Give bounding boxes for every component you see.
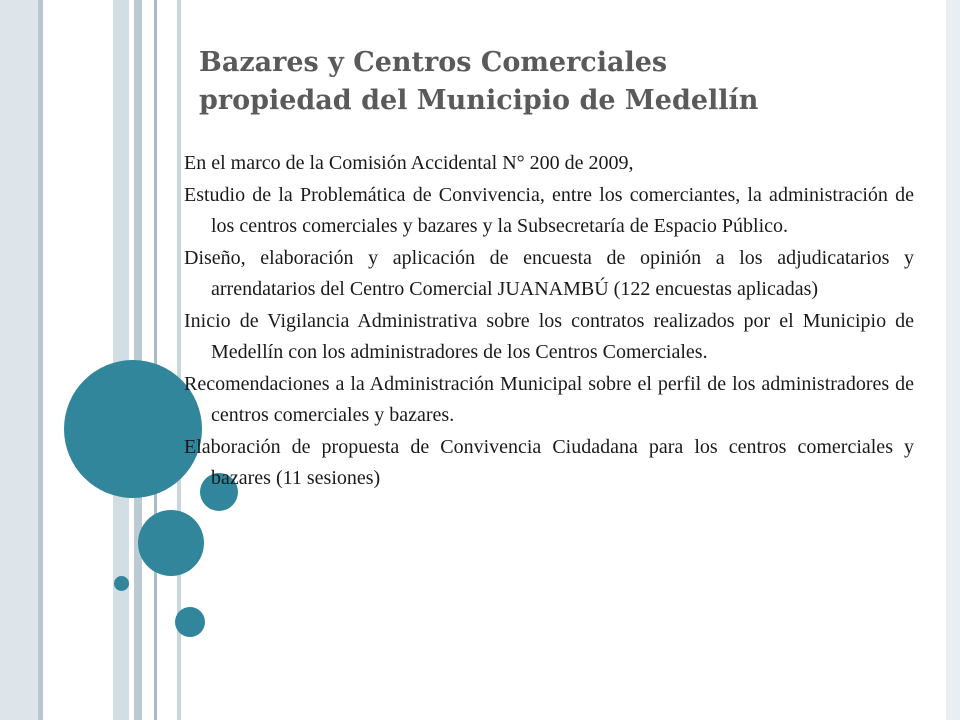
right-edge-stripe bbox=[946, 0, 960, 720]
slide-title bbox=[199, 44, 939, 120]
bullet-item: Recomendaciones a la Administración Municipal sobre el perfil de los administradores de centros comerciales y bazares. bbox=[184, 373, 914, 426]
stripe bbox=[157, 0, 177, 720]
stripe bbox=[0, 0, 38, 720]
slide-title-line: Bazares y Centros Comerciales bbox=[199, 47, 668, 78]
bullet-item: En el marco de la Comisión Accidental N° 200 de 2009, bbox=[184, 152, 634, 174]
decorative-stripe-band bbox=[0, 0, 185, 720]
bullet-item: Diseño, elaboración y aplicación de encuesta de opinión a los adjudicatarios y arrendatarios del Centro Comercial JUANAMBÚ (122 encuestas aplicadas) bbox=[184, 247, 914, 300]
small-teal-circle bbox=[175, 607, 205, 637]
slide-title-line: propiedad del Municipio de Medellín bbox=[199, 85, 759, 116]
large-teal-circle bbox=[64, 360, 202, 498]
bullet-item: Estudio de la Problemática de Convivencia, entre los comerciantes, la administración de los centros comerciales y bazares y la Subsecretaría de Espacio Público. bbox=[184, 184, 914, 237]
bullet-item: Inicio de Vigilancia Administrativa sobre los contratos realizados por el Municipio de Medellín con los administradores de los Centros Comerciales. bbox=[184, 310, 914, 363]
medium-teal-circle bbox=[138, 510, 204, 576]
bullet-list bbox=[184, 148, 914, 495]
tiny-teal-circle bbox=[114, 576, 129, 591]
stripe bbox=[43, 0, 113, 720]
bullet-item: Elaboración de propuesta de Convivencia Ciudadana para los centros comerciales y bazares (11 sesiones) bbox=[184, 436, 914, 489]
